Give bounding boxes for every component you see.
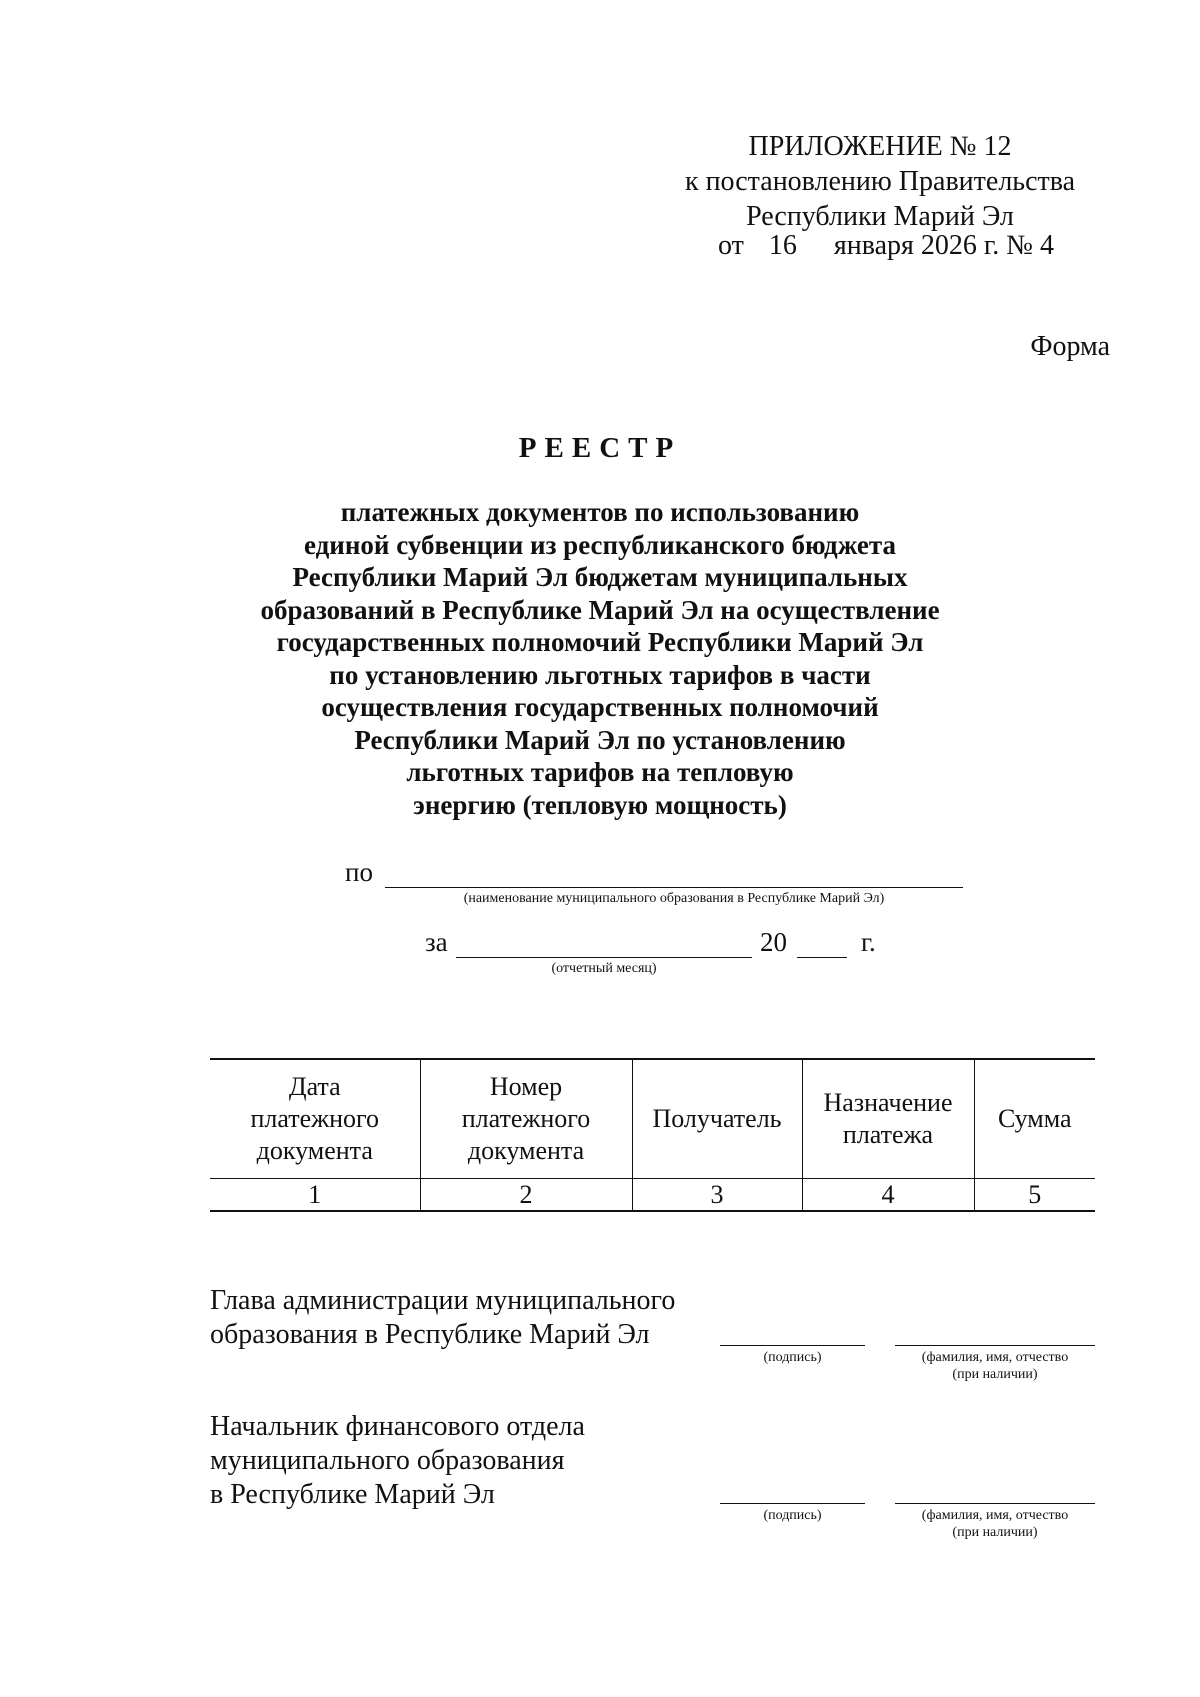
table-row <box>210 1179 1095 1212</box>
header-amount: Сумма <box>974 1059 1095 1179</box>
date-rest: января 2026 г. № 4 <box>833 230 1054 261</box>
subtitle-line: осуществления государственных полномочий <box>321 692 879 722</box>
header-payment-date: Дата платежного документа <box>210 1059 420 1179</box>
header-payment-number: Номер платежного документа <box>420 1059 632 1179</box>
signature-title-head: Глава администрации муниципального образования в Республике Марий Эл <box>210 1285 676 1350</box>
period-caption: (отчетный месяц) <box>551 961 657 976</box>
municipality-prefix: по <box>345 857 373 887</box>
subtitle-line: Республики Марий Эл бюджетам муниципальных <box>292 562 908 592</box>
column-number: 5 <box>974 1179 1095 1212</box>
full-name-caption: (фамилия, имя, отчество (при наличии) <box>921 1508 1069 1540</box>
period-year-field[interactable] <box>797 957 847 958</box>
date-day: 16 <box>768 230 797 261</box>
document-subtitle <box>100 496 1100 821</box>
subtitle-line: единой субвенции из республиканского бюджета <box>304 529 896 560</box>
subtitle-line: государственных полномочий Республики Марий Эл <box>276 627 924 657</box>
subtitle-line: энергию (тепловую мощность) <box>413 789 787 820</box>
signature-caption: (подпись) <box>763 1508 822 1523</box>
municipality-field[interactable] <box>385 887 963 888</box>
period-month-field[interactable] <box>456 957 752 958</box>
municipality-caption: (наименование муниципального образования в Республике Марий Эл) <box>463 891 885 906</box>
signature-field[interactable] <box>720 1345 865 1346</box>
year-suffix: г. <box>861 927 876 957</box>
signature-caption: (подпись) <box>763 1350 822 1365</box>
header-payment-purpose: Назначение платежа <box>802 1059 974 1179</box>
appendix-number: ПРИЛОЖЕНИЕ № 12 <box>748 131 1012 162</box>
full-name-field[interactable] <box>895 1345 1095 1346</box>
column-number: 1 <box>210 1179 420 1212</box>
subtitle-line: Республики Марий Эл по установлению <box>354 724 846 755</box>
registry-table <box>210 1058 1095 1212</box>
form-label: Форма <box>1030 331 1110 362</box>
signature-field[interactable] <box>720 1503 865 1504</box>
document-title: РЕЕСТР <box>518 432 682 464</box>
full-name-field[interactable] <box>895 1503 1095 1504</box>
table-header-row <box>210 1059 1095 1179</box>
appendix-resolution: к постановлению Правительства <box>684 166 1076 197</box>
full-name-caption: (фамилия, имя, отчество (при наличии) <box>921 1350 1069 1382</box>
subtitle-line: платежных документов по использованию <box>340 497 860 527</box>
appendix-republic: Республики Марий Эл <box>746 201 1014 232</box>
column-number: 2 <box>420 1179 632 1212</box>
year-prefix: 20 <box>760 927 787 957</box>
subtitle-line: образований в Республике Марий Эл на осуществление <box>260 594 940 625</box>
signature-title-finance: Начальник финансового отдела муниципального образования в Республике Марий Эл <box>210 1411 585 1510</box>
header-recipient: Получатель <box>632 1059 802 1179</box>
subtitle-line: по установлению льготных тарифов в части <box>329 659 871 690</box>
column-number: 3 <box>632 1179 802 1212</box>
subtitle-line: льготных тарифов на тепловую <box>406 757 794 787</box>
period-prefix: за <box>425 927 448 957</box>
column-number: 4 <box>802 1179 974 1212</box>
date-prefix: от <box>718 230 744 261</box>
appendix-date <box>718 229 1054 263</box>
